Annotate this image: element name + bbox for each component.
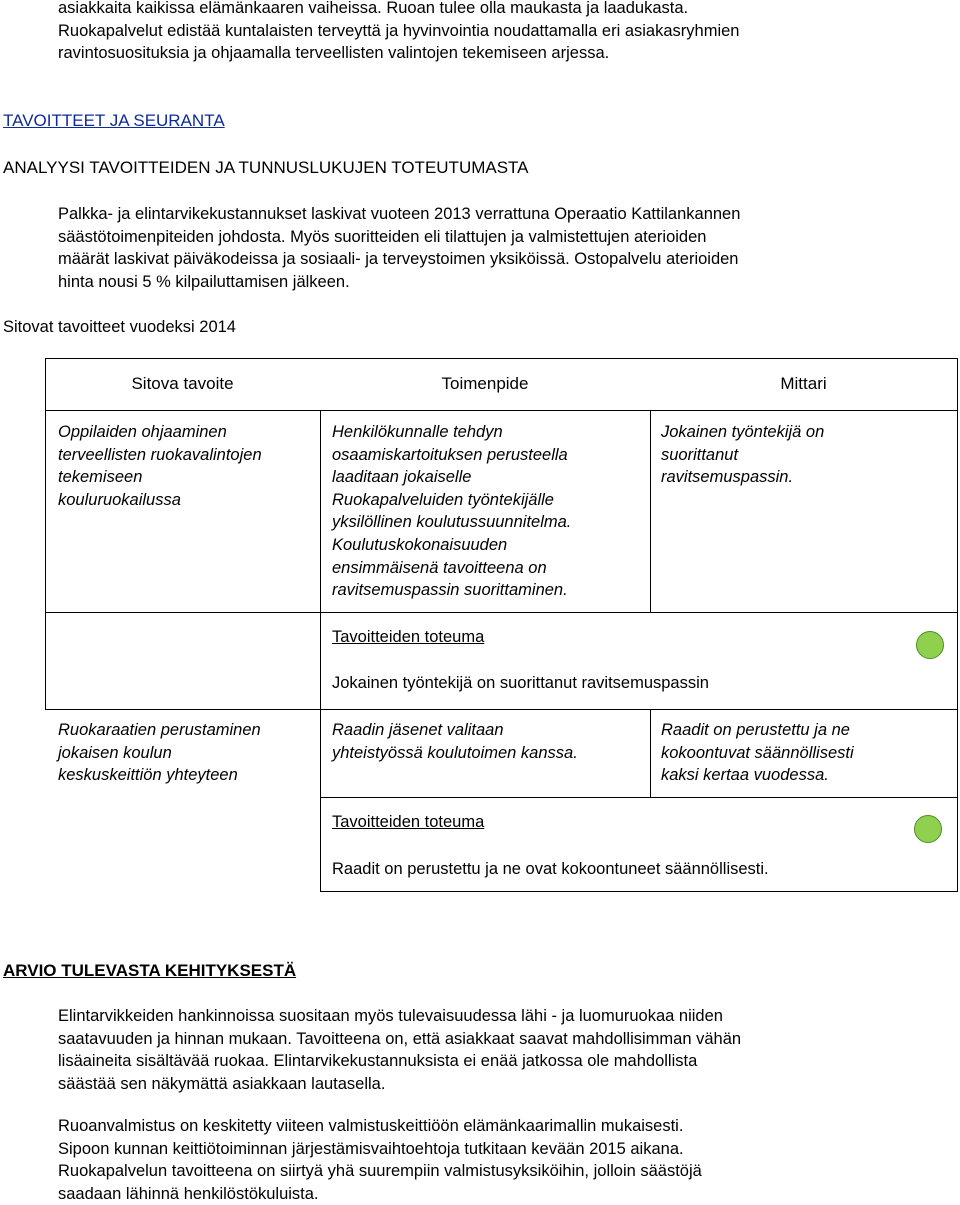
intro-paragraph	[58, 0, 739, 65]
goal-cell	[58, 421, 262, 511]
action-cell	[332, 719, 578, 764]
text-line: Sipoon kunnan keittiötoiminnan järjestämisvaihtoehtoja tutkitaan kevään 2015 aikana.	[58, 1139, 684, 1158]
table-border	[650, 709, 651, 798]
text-line: Ruokapalveluiden työntekijälle	[332, 490, 554, 509]
text-line: keskuskeittiön yhteyteen	[58, 766, 238, 785]
text-line: kokoontuvat säännöllisesti	[661, 743, 854, 762]
text-line: Ruokapalvelun tavoitteena on siirtyä yhä suurempiin valmistusyksiköihin, jolloin säästöjä	[58, 1162, 702, 1181]
text-line: asiakkaita kaikissa elämänkaaren vaiheissa. Ruoan tulee olla maukasta ja laadukasta.	[58, 0, 689, 17]
table-border	[957, 358, 958, 892]
table-border	[45, 358, 958, 359]
text-line: osaamiskartoituksen perusteella	[332, 445, 568, 464]
action-cell	[332, 421, 571, 602]
future-paragraph-1	[58, 1005, 741, 1095]
table-border	[320, 410, 321, 892]
text-line: ravintosuosituksia ja ohjaamalla terveellisten valintojen tekemiseen arjessa.	[58, 44, 610, 63]
text-line: ravitsemuspassin suorittaminen.	[332, 581, 568, 600]
text-line: kaksi kertaa vuodessa.	[661, 766, 829, 785]
section-heading-future: ARVIO TULEVASTA KEHITYKSESTÄ	[3, 961, 297, 980]
text-line: säästötoimenpiteiden johdosta. Myös suoritteiden eli tilattujen ja valmistettujen aterioiden	[58, 227, 707, 246]
column-header: Mittari	[780, 374, 827, 393]
text-line: Ruokapalvelut edistää kuntalaisten terveyttä ja hyvinvointia noudattamalla eri asiakasryhmien	[58, 21, 740, 40]
text-line: ensimmäisenä tavoitteena on	[332, 558, 547, 577]
text-line: terveellisten ruokavalintojen	[58, 445, 262, 464]
table-border	[45, 709, 958, 710]
goal-cell	[58, 719, 261, 787]
text-line: ravitsemuspassin.	[661, 468, 794, 487]
text-line: Ruoanvalmistus on keskitetty viiteen valmistuskeittiöön elämänkaarimallin mukaisesti.	[58, 1117, 684, 1135]
text-line: tekemiseen	[58, 468, 143, 487]
subheading-analysis: ANALYYSI TAVOITTEIDEN JA TUNNUSLUKUJEN TOTEUTUMASTA	[3, 158, 529, 177]
text-line: Koulutuskokonaisuuden	[332, 535, 508, 554]
column-header: Sitova tavoite	[131, 374, 234, 393]
text-line: Raadin jäsenet valitaan	[332, 721, 504, 739]
text-line: jokaisen koulun	[58, 743, 172, 762]
table-border	[650, 410, 651, 613]
text-line: Jokainen työntekijä on	[661, 423, 825, 441]
status-indicator-green	[914, 815, 942, 843]
text-line: Henkilökunnalle tehdyn	[332, 423, 503, 441]
status-indicator-green	[916, 631, 944, 659]
text-line: Ruokaraatien perustaminen	[58, 721, 261, 739]
text-line: kouluruokailussa	[58, 490, 181, 509]
binding-targets-title: Sitovat tavoitteet vuodeksi 2014	[3, 318, 236, 336]
text-line: laaditaan jokaiselle	[332, 468, 472, 487]
metric-cell	[661, 719, 854, 787]
metric-cell	[661, 421, 824, 489]
text-line: yksilöllinen koulutussuunnitelma.	[332, 513, 572, 532]
future-paragraph-2	[58, 1115, 702, 1205]
text-line: Raadit on perustettu ja ne	[661, 721, 850, 739]
text-line: suorittanut	[661, 445, 739, 464]
text-line: Palkka- ja elintarvikekustannukset laskivat vuoteen 2013 verrattuna Operaatio Kattilankannen	[58, 205, 741, 223]
column-header: Toimenpide	[441, 374, 529, 393]
text-line: lisäaineita sisältävää ruokaa. Elintarvikekustannuksista ei enää jatkossa ole mahdollista	[58, 1052, 698, 1071]
analysis-paragraph	[58, 203, 740, 293]
text-line: saadaan lähinnä henkilöstökuluista.	[58, 1184, 319, 1203]
text-line: hinta nousi 5 % kilpailuttamisen jälkeen.	[58, 272, 350, 291]
realization-text: Jokainen työntekijä on suorittanut ravitsemuspassin	[332, 674, 709, 692]
text-line: saatavuuden ja hinnan mukaan. Tavoitteena on, että asiakkaat saavat mahdollisimman vähän	[58, 1029, 742, 1048]
text-line: Oppilaiden ohjaaminen	[58, 423, 227, 441]
realization-label: Tavoitteiden toteuma	[332, 813, 485, 831]
section-heading-targets: TAVOITTEET JA SEURANTA	[3, 111, 225, 130]
table-border	[320, 891, 958, 892]
table-border	[45, 612, 958, 613]
text-line: määrät laskivat päiväkodeissa ja sosiaali- ja terveystoimen yksiköissä. Ostopalvelu aterioiden	[58, 250, 739, 269]
table-border	[320, 797, 958, 798]
text-line: yhteistyössä koulutoimen kanssa.	[332, 743, 578, 762]
table-border	[45, 410, 958, 411]
realization-label: Tavoitteiden toteuma	[332, 628, 485, 646]
text-line: Elintarvikkeiden hankinnoissa suositaan myös tulevaisuudessa lähi - ja luomuruokaa niiden	[58, 1007, 723, 1025]
table-border	[45, 358, 46, 710]
realization-text: Raadit on perustettu ja ne ovat kokoontuneet säännöllisesti.	[332, 860, 769, 878]
text-line: säästää sen näkymättä asiakkaan lautasella.	[58, 1074, 386, 1093]
